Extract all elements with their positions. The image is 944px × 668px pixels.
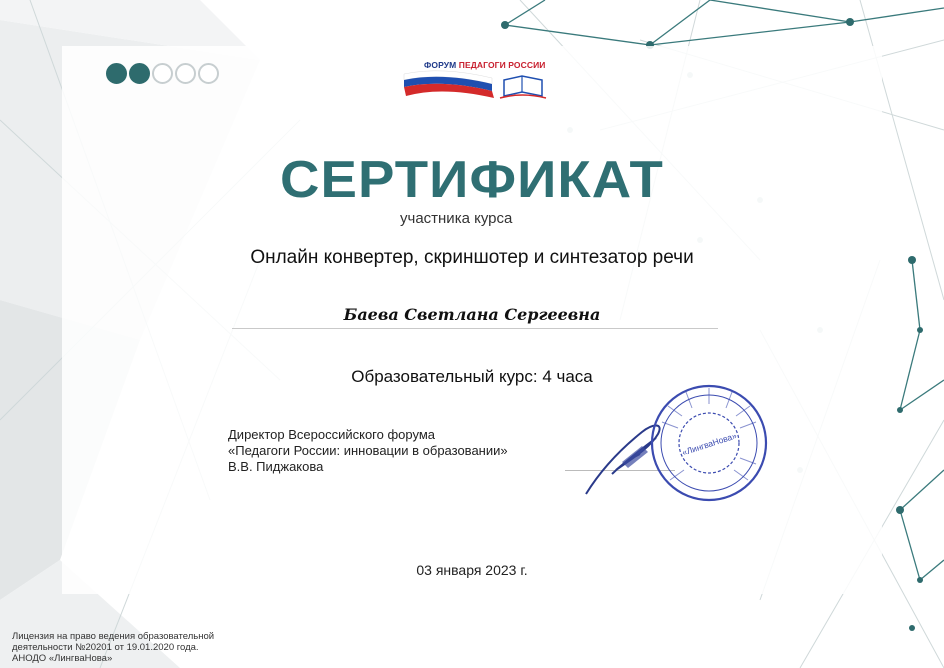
name-underline [232, 328, 718, 329]
certificate-title: СЕРТИФИКАТ [280, 151, 664, 209]
director-name: В.В. Пиджакова [228, 459, 324, 474]
stamp-icon [648, 382, 770, 504]
issue-date: 03 января 2023 г. [416, 562, 528, 578]
license-line: деятельности №20201 от 19.01.2020 года. [12, 642, 199, 653]
course-hours: Образовательный курс: 4 часа [351, 367, 593, 386]
license-line: Лицензия на право ведения образовательной [12, 631, 215, 642]
progress-dot-empty [198, 63, 219, 84]
participant-name: Баева Светлана Сергеевна [343, 305, 601, 324]
certificate-subtitle: участника курса [400, 210, 513, 227]
director-title: Директор Всероссийского форума [228, 427, 436, 442]
stamp-text: «ЛингваНова» [680, 430, 738, 458]
progress-dot-empty [175, 63, 196, 84]
progress-dot-filled [106, 63, 127, 84]
forum-logo [402, 58, 550, 104]
director-forum: «Педагоги России: инновации в образовании» [228, 443, 508, 458]
license-info [12, 631, 242, 664]
license-line: АНОДО «ЛингваНова» [12, 653, 113, 664]
progress-dot-empty [152, 63, 173, 84]
progress-dot-filled [129, 63, 150, 84]
course-name: Онлайн конвертер, скриншотер и синтезатор речи [250, 247, 694, 268]
logo-text-forum: ФОРУМ [424, 60, 457, 70]
director-block [228, 427, 508, 475]
progress-dots [106, 63, 219, 84]
logo-text-teachers: ПЕДАГОГИ РОССИИ [458, 60, 546, 70]
